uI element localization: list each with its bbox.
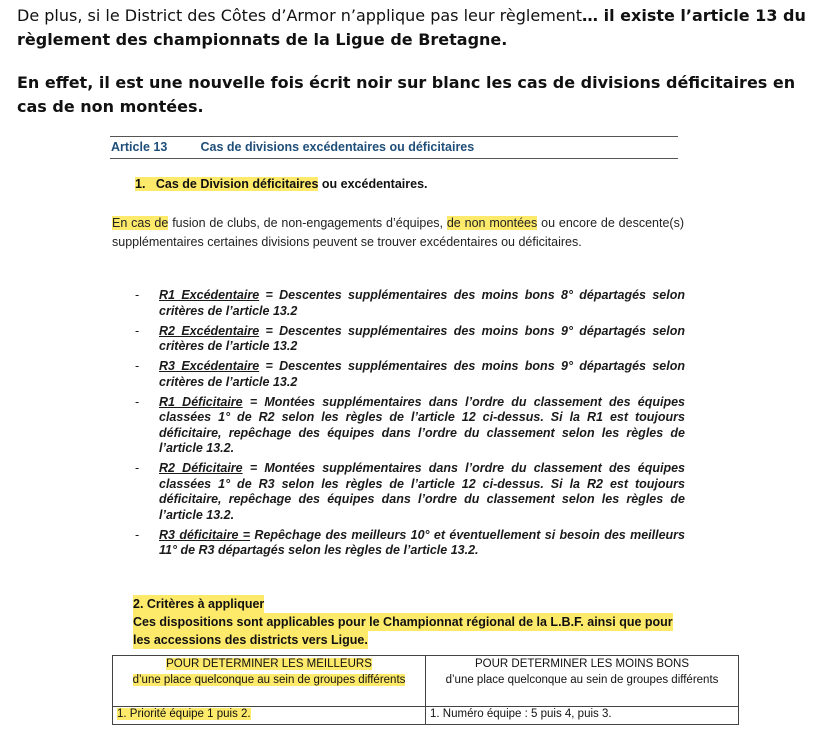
col1-row1: 1. Priorité équipe 1 puis 2.	[117, 708, 251, 720]
item-label: R2 Déficitaire	[159, 461, 243, 475]
paragraph-part-1: En cas de	[112, 216, 169, 230]
list-item: - R3 Excédentaire = Descentes supplémentaires des moins bons 9° départagés selon critères de l’article 13.2	[135, 359, 685, 389]
item-text: Repêchage des meilleurs 10° et éventuellement si besoin des meilleurs 11° de R3 départagés selon les règles de l’article 13.2.	[159, 527, 685, 557]
paragraph-part-2: fusion de clubs, de non-engagements d’équipes,	[168, 216, 447, 230]
paragraph-part-4: ou encore de descente(s) supplémentaires certaines divisions peuvent se trouver excédentaires ou déficitaires.	[112, 216, 684, 249]
intro-p1-bold: … il existe l’article 13 du règlement des championnats de la Ligue de Bretagne.	[17, 6, 806, 49]
section-2	[133, 595, 673, 649]
section-1-title-rest: ou excédentaires.	[318, 177, 428, 191]
intro-p2-text: En effet, il est une nouvelle fois écrit noir sur blanc les cas de divisions déficitaires en cas de non montées.	[17, 73, 796, 116]
section-1-number: 1.	[135, 177, 146, 191]
item-text: = Descentes supplémentaires des moins bons 8° départagés selon critères de l’article 13.2	[159, 288, 685, 318]
item-label: R3 Excédentaire	[159, 359, 260, 373]
table-cell	[113, 707, 426, 725]
intro-p1-normal: De plus, si le District des Côtes d’Armor n’applique pas leur règlement	[17, 6, 583, 25]
criteria-table	[112, 655, 739, 725]
col2-sub: d’une place quelconque au sein de groupes différents	[445, 673, 719, 686]
list-item: - R1 Excédentaire = Descentes supplémentaires des moins bons 8° départagés selon critères de l’article 13.2	[135, 288, 685, 318]
section-1-title-highlighted: Cas de Division déficitaires	[155, 177, 319, 191]
division-rules-list	[135, 288, 685, 563]
article-heading	[111, 140, 474, 154]
item-label: R1 Déficitaire	[159, 394, 243, 409]
article-top-rule	[110, 136, 678, 137]
article-title-rule	[110, 158, 678, 159]
list-item: - R3 déficitaire = Repêchage des meilleurs 10° et éventuellement si besoin des meilleurs 11° de R3 départagés selon les règles de l’article 13.2.	[135, 527, 685, 557]
col2-row1: 1. Numéro équipe : 5 puis 4, puis 3.	[430, 708, 612, 720]
section-2-line-1: Ces dispositions sont applicables pour le Championnat régional de la L.B.F. ainsi que pour	[133, 615, 673, 629]
section-1-heading	[135, 177, 428, 191]
article-title: Cas de divisions excédentaires ou déficitaires	[200, 140, 475, 154]
item-label: R2 Excédentaire	[159, 323, 260, 338]
col2-head: POUR DETERMINER LES MOINS BONS	[474, 658, 690, 670]
col1-head: POUR DETERMINER LES MEILLEURS	[166, 658, 372, 670]
table-cell	[426, 707, 739, 725]
list-item: - R2 Déficitaire = Montées supplémentaires dans l’ordre du classement des équipes classées 1° de R3 selon les règles de l’article 12 ci-dessus. Si la R2 est toujours déficitaire, repêchage des équipes dans l’ordre du classement selon les règles de l’article 13.2.	[135, 461, 685, 522]
item-text: = Montées supplémentaires dans l’ordre du classement des équipes classées 1° de R2 selon les règles de l’article 12 ci-dessus. Si la R1 est toujours déficitaire, repêchage des équipes dans l’ordre du classement selon les règles de l’article 13.2.	[159, 394, 685, 455]
item-text: = Descentes supplémentaires des moins bons 9° départagés selon critères de l’article 13.2	[159, 359, 685, 389]
article-paragraph	[112, 214, 684, 251]
criteria-header-worst	[426, 656, 739, 707]
item-label: R3 déficitaire =	[159, 527, 251, 542]
criteria-header-best	[113, 656, 426, 707]
item-text: = Descentes supplémentaires des moins bons 9° départagés selon critères de l’article 13.2	[159, 323, 685, 353]
section-2-line-2: les accessions des districts vers Ligue.	[133, 633, 368, 647]
paragraph-part-3: de non montées	[446, 216, 538, 230]
item-text: = Montées supplémentaires dans l’ordre du classement des équipes classées 1° de R3 selon les règles de l’article 12 ci-dessus. Si la R2 est toujours déficitaire, repêchage des équipes dans l’ordre du classement selon les règles de l’article 13.2.	[159, 461, 685, 522]
article-number: Article 13	[111, 140, 168, 154]
list-item: - R2 Excédentaire = Descentes supplémentaires des moins bons 9° départagés selon critères de l’article 13.2	[135, 323, 685, 353]
list-item: - R1 Déficitaire = Montées supplémentaires dans l’ordre du classement des équipes classées 1° de R2 selon les règles de l’article 12 ci-dessus. Si la R1 est toujours déficitaire, repêchage des équipes dans l’ordre du classement selon les règles de l’article 13.2.	[135, 394, 685, 455]
item-label: R1 Excédentaire	[159, 288, 260, 302]
col1-sub: d’une place quelconque au sein de groupes différents	[132, 673, 406, 686]
section-2-title: 2. Critères à appliquer	[133, 597, 265, 611]
